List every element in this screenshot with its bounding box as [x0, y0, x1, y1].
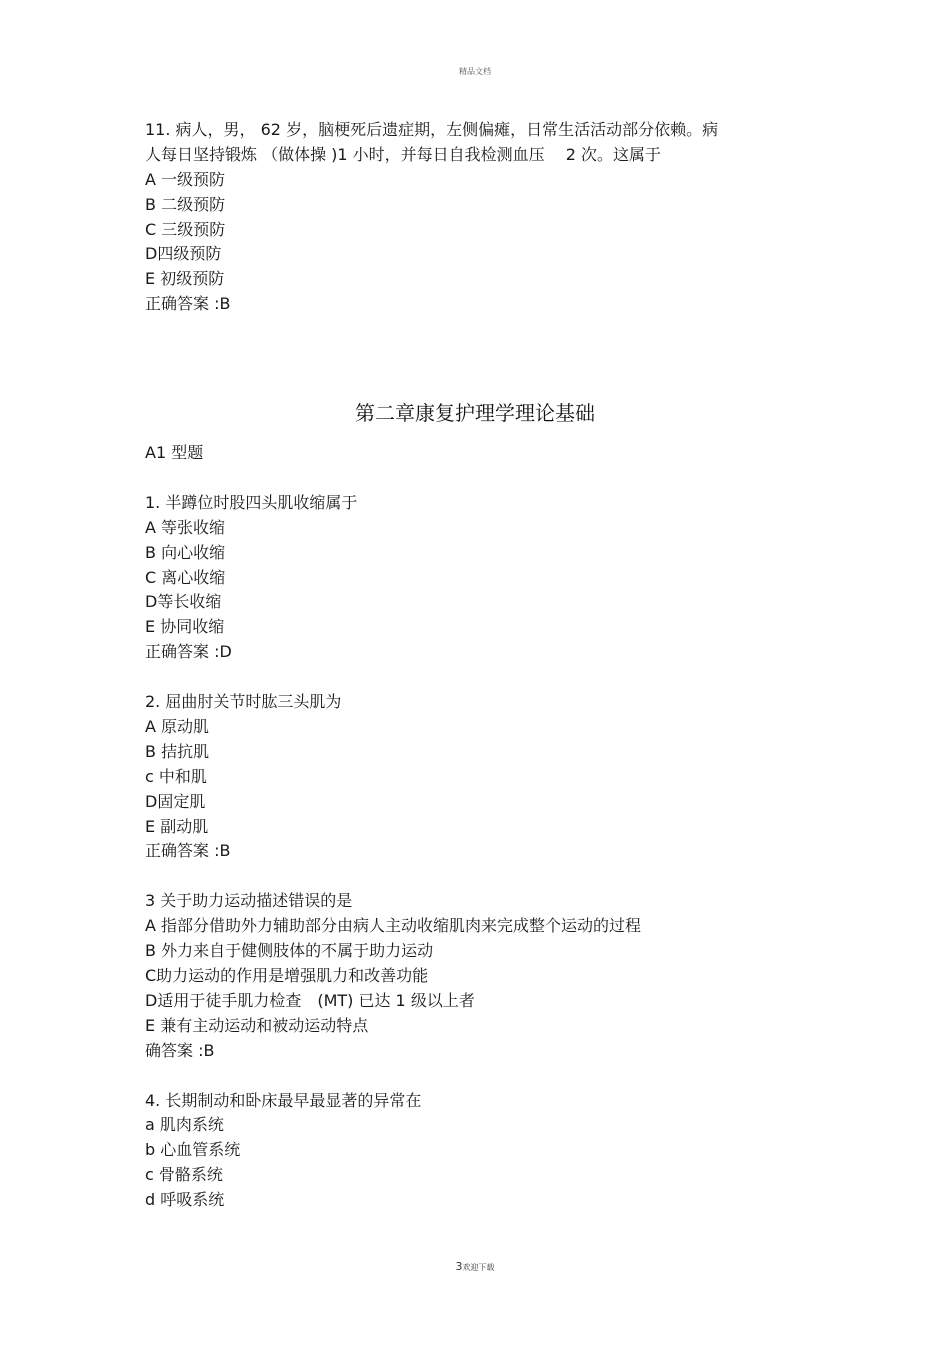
- question-stem-continued: 人每日坚持锻炼 （做体操 )1 小时，并每日自我检测血压 2 次。这属于: [145, 144, 662, 164]
- spacer: [145, 864, 805, 889]
- option-c: C助力运动的作用是增强肌力和改善功能: [145, 966, 429, 986]
- option-c: c 骨骼系统: [145, 1165, 223, 1185]
- question-3: [145, 889, 805, 1063]
- spacer: [145, 1064, 805, 1089]
- question-4: [145, 1089, 805, 1213]
- option-d: D等长收缩: [145, 592, 222, 612]
- option-d: D四级预防: [145, 244, 222, 264]
- option-a: A 原动肌: [145, 717, 210, 737]
- question-stem: 2. 屈曲肘关节时肱三头肌为: [145, 692, 342, 712]
- option-d: D适用于徒手肌力检查 (MT) 已达 1 级以上者: [145, 990, 475, 1010]
- option-a: a 肌肉系统: [145, 1115, 224, 1135]
- document-body: [145, 118, 805, 317]
- option-b: b 心血管系统: [145, 1140, 241, 1160]
- option-b: B 二级预防: [145, 194, 226, 214]
- answer: 正确答案 :B: [145, 841, 231, 861]
- option-e: E 兼有主动运动和被动运动特点: [145, 1015, 369, 1035]
- question-stem: 11. 病人，男， 62 岁，脑梗死后遗症期，左侧偏瘫，日常生活活动部分依赖。病: [145, 120, 719, 139]
- option-c: c 中和肌: [145, 766, 207, 786]
- spacer: [145, 665, 805, 690]
- answer: 正确答案 :B: [145, 294, 231, 314]
- option-b: B 向心收缩: [145, 542, 226, 562]
- option-e: E 副动肌: [145, 816, 209, 836]
- option-e: E 协同收缩: [145, 617, 225, 637]
- option-d: d 呼吸系统: [145, 1190, 225, 1210]
- question-11: [145, 118, 805, 317]
- answer: 确答案 :B: [145, 1040, 215, 1060]
- option-a: A 指部分借助外力辅助部分由病人主动收缩肌肉来完成整个运动的过程: [145, 916, 642, 936]
- document-body-continued: [145, 441, 805, 1213]
- option-c: C 离心收缩: [145, 567, 226, 587]
- option-d: D固定肌: [145, 791, 206, 811]
- question-1: [145, 491, 805, 665]
- spacer: [145, 466, 805, 491]
- question-stem: 4. 长期制动和卧床最早最显著的异常在: [145, 1090, 422, 1110]
- page-footer: [0, 1260, 950, 1273]
- section-label: A1 型题: [145, 443, 204, 462]
- page-number: 3: [455, 1260, 463, 1273]
- option-c: C 三级预防: [145, 219, 226, 239]
- question-2: [145, 690, 805, 864]
- option-e: E 初级预防: [145, 269, 225, 289]
- answer: 正确答案 :D: [145, 642, 232, 662]
- question-stem: 3 关于助力运动描述错误的是: [145, 891, 353, 911]
- chapter-title: 第二章康复护理学理论基础: [355, 401, 595, 425]
- page-header: 精品文档: [459, 67, 491, 76]
- option-a: A 等张收缩: [145, 517, 226, 537]
- footer-text: 欢迎下载: [462, 1263, 495, 1272]
- question-stem: 1. 半蹲位时股四头肌收缩属于: [145, 492, 358, 512]
- option-b: B 外力来自于健侧肢体的不属于助力运动: [145, 941, 434, 961]
- option-a: A 一级预防: [145, 169, 226, 189]
- option-b: B 拮抗肌: [145, 741, 210, 761]
